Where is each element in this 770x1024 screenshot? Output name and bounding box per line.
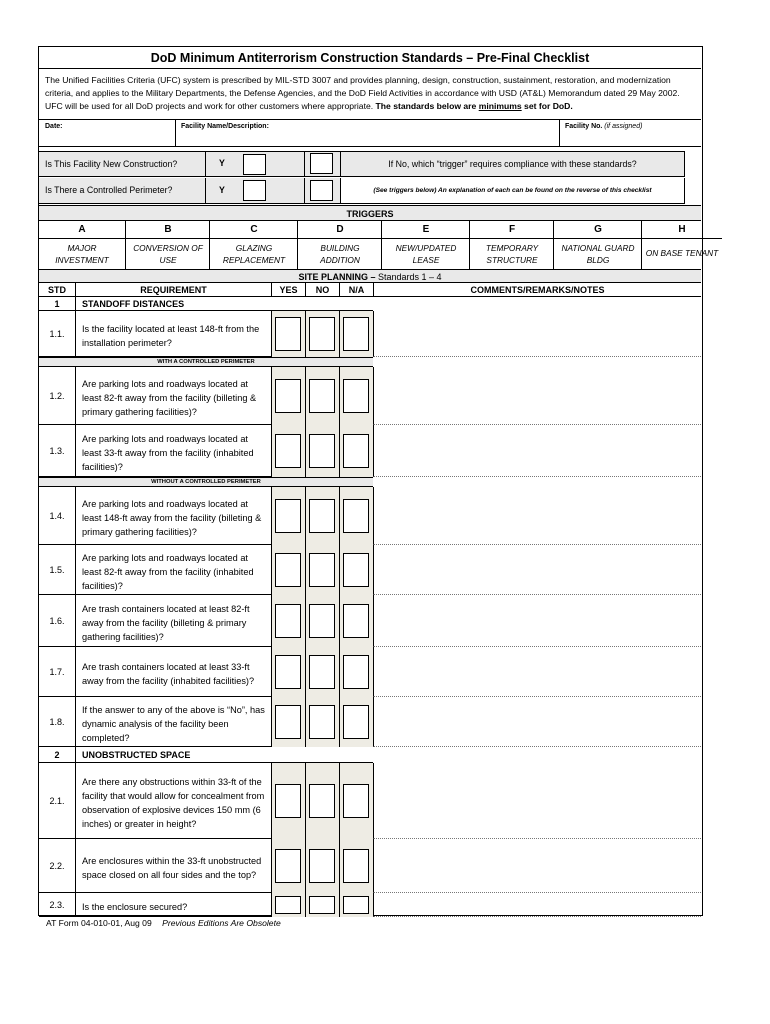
yes-cell [271, 647, 305, 697]
section-title: STANDOFF DISTANCES [75, 297, 373, 311]
row-std-number: 1.1. [49, 329, 65, 339]
row-requirement-text: Are trash containers located at least 82-ft away from the facility (billeting & primary gathering facilities)? [75, 595, 271, 647]
table-row [39, 545, 373, 595]
comments-field[interactable] [373, 595, 701, 647]
trigger-column [39, 221, 125, 269]
comments-field[interactable] [373, 893, 701, 917]
row-requirement-text: Are enclosures within the 33-ft unobstructed space closed on all four sides and the top? [75, 839, 271, 893]
no-header: NO [305, 283, 339, 297]
trigger-name: NEW/UPDATED LEASE [395, 243, 457, 265]
yes-checkbox[interactable] [275, 604, 301, 638]
trigger-column [381, 221, 469, 269]
controlled-perimeter-question: Is There a Controlled Perimeter? [39, 178, 205, 203]
yes-cell [271, 311, 305, 357]
row-std-number: 1.2. [49, 391, 65, 401]
if-no-trigger-text: If No, which “trigger” requires compliance with these standards? [340, 152, 684, 176]
no-checkbox[interactable] [309, 849, 335, 883]
row-requirement-text: Are parking lots and roadways located at least 33-ft away from the facility (inhabited facilities)? [75, 425, 271, 477]
na-checkbox[interactable] [343, 849, 369, 883]
perimeter-subheading: WITHOUT A CONTROLLED PERIMETER [39, 477, 373, 487]
trigger-name: GLAZING REPLACEMENT [222, 243, 286, 265]
no-checkbox[interactable] [309, 655, 335, 689]
na-cell [339, 367, 373, 425]
yes-checkbox[interactable] [275, 849, 301, 883]
no-cell [305, 311, 339, 357]
table-row [39, 647, 373, 697]
na-checkbox[interactable] [343, 434, 369, 468]
no-cell [305, 893, 339, 917]
comments-field[interactable] [373, 763, 701, 839]
no-checkbox[interactable] [309, 434, 335, 468]
row-requirement-text: If the answer to any of the above is “No”, has dynamic analysis of the facility been completed? [75, 697, 271, 747]
comments-field[interactable] [373, 311, 701, 357]
new-construction-row [39, 151, 685, 177]
new-construction-question: Is This Facility New Construction? [39, 152, 205, 176]
table-row [39, 311, 373, 357]
new-construction-no-checkbox[interactable] [310, 153, 333, 174]
table-row [39, 487, 373, 545]
date-label: Date: [45, 123, 63, 130]
na-cell [339, 595, 373, 647]
site-planning-heading [39, 269, 701, 283]
yes-cell [271, 487, 305, 545]
na-checkbox[interactable] [343, 499, 369, 533]
form-number: AT Form 04-010-01, Aug 09 [46, 918, 152, 928]
form-footer [46, 918, 281, 928]
yes-checkbox[interactable] [275, 655, 301, 689]
table-row [39, 839, 373, 893]
no-checkbox[interactable] [309, 317, 335, 351]
yes-label: Y [219, 185, 225, 195]
comments-field[interactable] [373, 839, 701, 893]
intro-bold-minimums: minimums [478, 101, 522, 111]
trigger-name: CONVERSION OF USE [133, 243, 203, 265]
na-cell [339, 763, 373, 839]
form-title: DoD Minimum Antiterrorism Construction Standards – Pre-Final Checklist [39, 47, 701, 69]
column-headers [39, 283, 701, 297]
table-row [39, 595, 373, 647]
row-std-number: 2.1. [49, 796, 65, 806]
table-row [39, 425, 373, 477]
no-cell [305, 487, 339, 545]
controlled-perimeter-row [39, 178, 685, 204]
table-row [39, 893, 373, 917]
row-requirement-text: Are parking lots and roadways located at least 82-ft away from the facility (billeting & primary gathering facilities)? [75, 367, 271, 425]
yes-cell [271, 893, 305, 917]
yes-checkbox[interactable] [275, 896, 301, 914]
date-facility-row [39, 119, 701, 147]
trigger-column [469, 221, 553, 269]
na-checkbox[interactable] [343, 784, 369, 818]
yes-cell [271, 697, 305, 747]
std-header: STD [48, 285, 66, 295]
yes-cell [271, 595, 305, 647]
section-number: 1 [54, 299, 60, 309]
no-cell [305, 839, 339, 893]
trigger-column [125, 221, 209, 269]
yes-checkbox[interactable] [275, 317, 301, 351]
trigger-column [553, 221, 641, 269]
no-checkbox[interactable] [309, 705, 335, 739]
row-std-number: 1.5. [49, 565, 65, 575]
trigger-letter: E [382, 221, 470, 239]
na-cell [339, 697, 373, 747]
yes-checkbox[interactable] [275, 379, 301, 413]
na-checkbox[interactable] [343, 896, 369, 914]
checklist-form [38, 46, 719, 916]
table-row [39, 697, 373, 747]
yes-cell [271, 425, 305, 477]
facility-name-label: Facility Name/Description: [181, 123, 269, 130]
trigger-name: ON BASE TENANT [645, 248, 719, 258]
na-checkbox[interactable] [343, 655, 369, 689]
row-std-number: 2.2. [49, 861, 65, 871]
intro-paragraph [45, 74, 695, 113]
trigger-column [297, 221, 381, 269]
trigger-name: BUILDING ADDITION [320, 243, 360, 265]
no-checkbox[interactable] [309, 553, 335, 587]
trigger-name: NATIONAL GUARD BLDG [561, 243, 635, 265]
trigger-letter: C [210, 221, 298, 239]
row-std-number: 1.7. [49, 667, 65, 677]
trigger-name: MAJOR INVESTMENT [55, 243, 109, 265]
na-cell [339, 647, 373, 697]
facility-name-field[interactable] [175, 120, 559, 146]
obsolete-note: Previous Editions Are Obsolete [162, 918, 281, 928]
section-number: 2 [54, 750, 60, 760]
row-requirement-text: Are there any obstructions within 33-ft of the facility that would allow for concealment from observation of explosive devices 150 mm (6 inches) or greater in height? [75, 763, 271, 839]
comments-field[interactable] [373, 647, 701, 697]
trigger-letter: D [298, 221, 382, 239]
no-checkbox[interactable] [309, 604, 335, 638]
yes-checkbox[interactable] [275, 434, 301, 468]
na-header: N/A [339, 283, 373, 297]
no-cell [305, 647, 339, 697]
yes-cell [271, 367, 305, 425]
requirement-header: REQUIREMENT [75, 283, 271, 297]
no-cell [305, 763, 339, 839]
no-cell [305, 425, 339, 477]
no-checkbox[interactable] [309, 896, 335, 914]
yes-group [205, 178, 305, 203]
yes-checkbox[interactable] [275, 499, 301, 533]
row-requirement-text: Are parking lots and roadways located at least 82-ft away from the facility (inhabited facilities)? [75, 545, 271, 595]
row-std-number: 1.4. [49, 511, 65, 521]
na-cell [339, 545, 373, 595]
intro-bold-pre: The standards below are [375, 101, 479, 111]
na-cell [339, 425, 373, 477]
row-requirement-text: Is the enclosure secured? [75, 893, 271, 917]
na-cell [339, 893, 373, 917]
comments-field[interactable] [373, 487, 701, 545]
na-checkbox[interactable] [343, 705, 369, 739]
controlled-perimeter-no-checkbox[interactable] [310, 180, 333, 201]
site-planning-range: Standards 1 – 4 [375, 272, 442, 282]
row-requirement-text: Is the facility located at least 148-ft from the installation perimeter? [75, 311, 271, 357]
na-checkbox[interactable] [343, 604, 369, 638]
section-title: UNOBSTRUCTED SPACE [75, 747, 373, 763]
yes-checkbox[interactable] [275, 553, 301, 587]
no-checkbox[interactable] [309, 499, 335, 533]
trigger-letter: F [470, 221, 554, 239]
yes-group [205, 152, 305, 176]
comments-field[interactable] [373, 545, 701, 595]
yes-cell [271, 545, 305, 595]
table-row [39, 367, 373, 425]
section-header-row [39, 747, 373, 763]
date-field[interactable] [39, 120, 175, 146]
no-cell [305, 545, 339, 595]
na-cell [339, 311, 373, 357]
trigger-column [209, 221, 297, 269]
site-planning-title: SITE PLANNING – [298, 272, 376, 282]
comments-field[interactable] [373, 697, 701, 747]
trigger-letter: B [126, 221, 210, 239]
comments-field[interactable] [373, 367, 701, 425]
new-construction-yes-checkbox[interactable] [243, 154, 266, 175]
yes-checkbox[interactable] [275, 784, 301, 818]
controlled-perimeter-yes-checkbox[interactable] [243, 180, 266, 201]
facility-no-field[interactable] [559, 120, 701, 146]
na-cell [339, 487, 373, 545]
comments-header: COMMENTS/REMARKS/NOTES [373, 283, 701, 297]
trigger-letter: H [642, 221, 722, 239]
no-cell [305, 595, 339, 647]
no-cell [305, 367, 339, 425]
comments-field[interactable] [373, 425, 701, 477]
na-cell [339, 839, 373, 893]
no-cell [305, 697, 339, 747]
trigger-column [641, 221, 721, 269]
trigger-letter: A [39, 221, 125, 239]
yes-checkbox[interactable] [275, 705, 301, 739]
checklist-body [39, 297, 701, 917]
no-checkbox[interactable] [309, 379, 335, 413]
row-std-number: 1.8. [49, 717, 65, 727]
yes-header: YES [271, 283, 305, 297]
row-requirement-text: Are trash containers located at least 33-ft away from the facility (inhabited facilities)? [75, 647, 271, 697]
row-std-number: 2.3. [49, 900, 65, 910]
yes-cell [271, 839, 305, 893]
section-header-row [39, 297, 373, 311]
row-std-number: 1.3. [49, 446, 65, 456]
see-triggers-note: (See triggers below) An explanation of each can be found on the reverse of this checklist [340, 178, 684, 203]
intro-text: The Unified Facilities Criteria (UFC) system is prescribed by MIL-STD 3007 and provides planning, design, construction, sustainment, restoration, and modernization criteria, and applies to the Military Departments, the Defense Agencies, and the DoD Field Activities in accordance with USD (AT&L) Memorandum dated 29 May 2002. UFC will be used for all DoD projects and work for other customers where appropriate. [45, 75, 680, 111]
trigger-name: TEMPORARY STRUCTURE [485, 243, 539, 265]
na-checkbox[interactable] [343, 553, 369, 587]
trigger-letter: G [554, 221, 642, 239]
table-row [39, 763, 373, 839]
facility-no-hint: (if assigned) [604, 123, 643, 130]
intro-bold-post: set for DoD. [521, 101, 573, 111]
triggers-heading: TRIGGERS [39, 205, 701, 221]
perimeter-subheading: WITH A CONTROLLED PERIMETER [39, 357, 373, 367]
row-requirement-text: Are parking lots and roadways located at least 148-ft away from the facility (billeting & primary gathering facilities)? [75, 487, 271, 545]
na-checkbox[interactable] [343, 379, 369, 413]
yes-label: Y [219, 158, 225, 168]
no-checkbox[interactable] [309, 784, 335, 818]
facility-no-text: Facility No. [565, 123, 603, 130]
triggers-grid [39, 221, 719, 269]
na-checkbox[interactable] [343, 317, 369, 351]
row-std-number: 1.6. [49, 616, 65, 626]
yes-cell [271, 763, 305, 839]
